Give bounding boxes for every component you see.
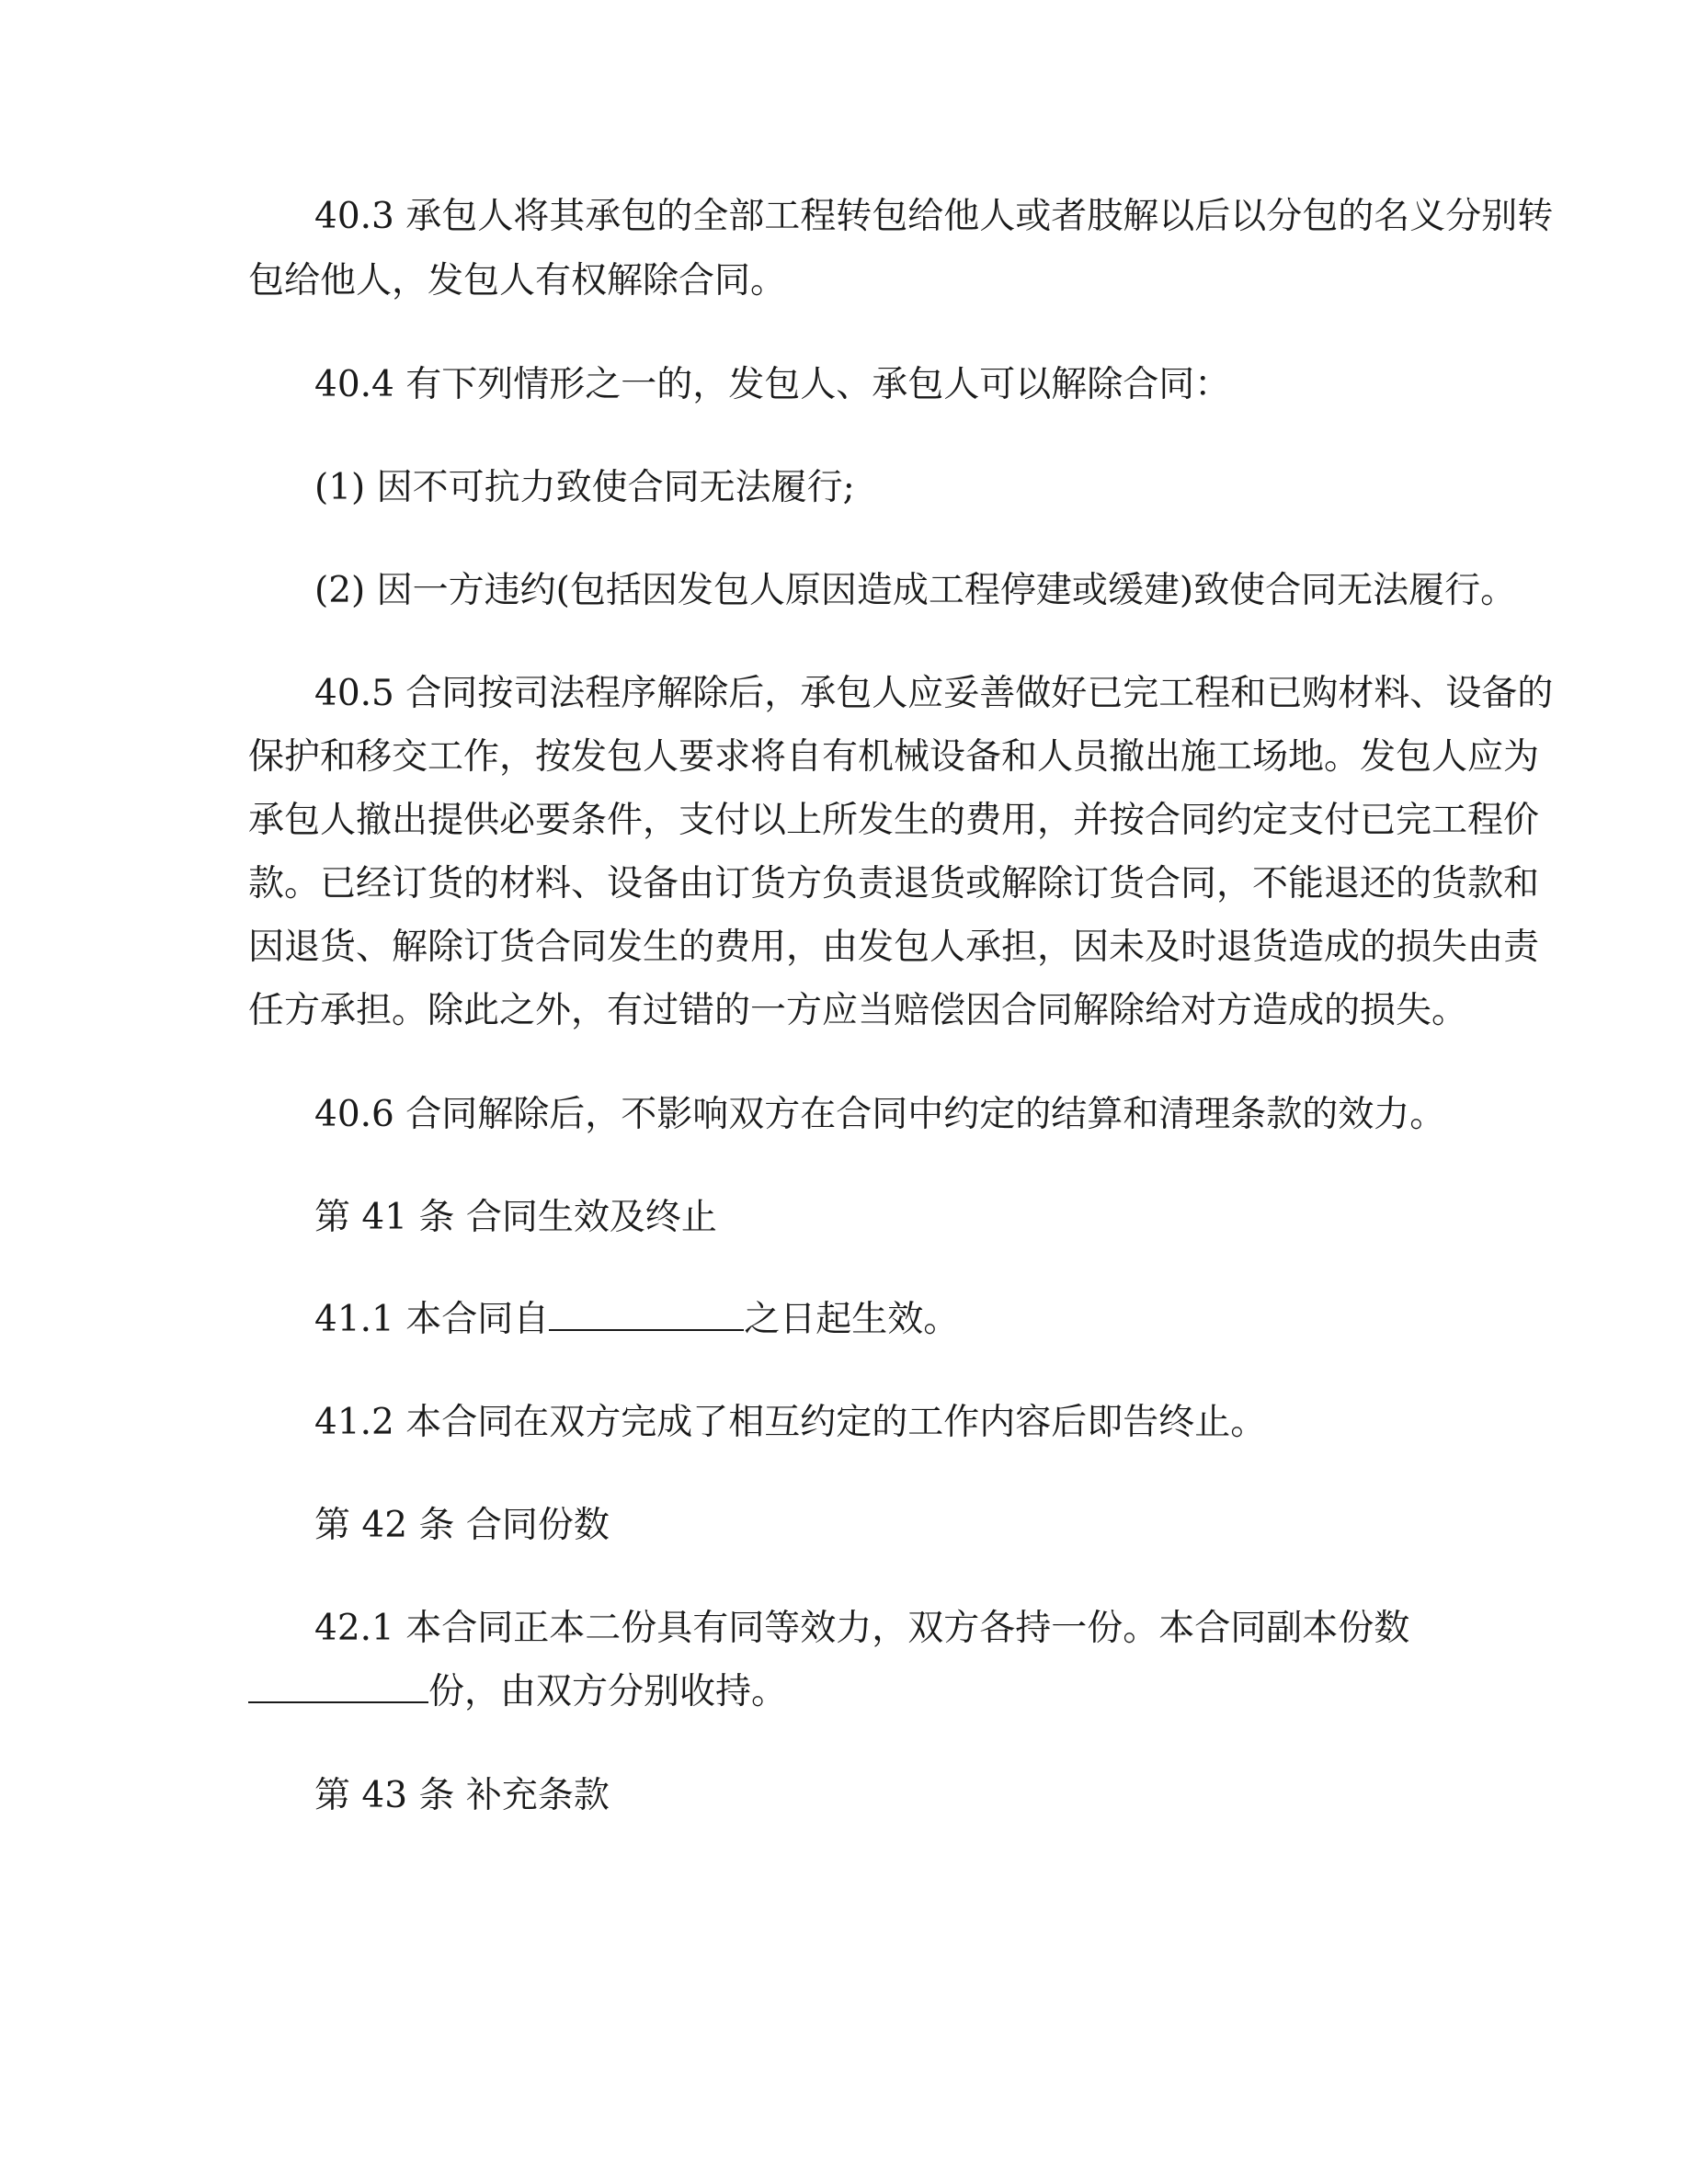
article-42-heading: 第 42 条 合同份数: [314, 1505, 610, 1546]
article-41-heading: 第 41 条 合同生效及终止: [314, 1197, 717, 1238]
clause-40-5-line-3: 承包人撤出提供必要条件，支付以上所发生的费用，并按合同约定支付已完工程价: [248, 800, 1540, 841]
clause-40-5-line-4: 款。已经订货的材料、设备由订货方负责退货或解除订货合同，不能退还的货款和: [248, 863, 1540, 904]
clause-40-3-line-2: 包给他人，发包人有权解除合同。: [248, 260, 787, 301]
clause-40-3-line-1: 40.3 承包人将其承包的全部工程转包给他人或者肢解以后以分包的名义分别转: [314, 196, 1554, 237]
clause-41-1-text-after: 之日起生效。: [744, 1299, 960, 1340]
clause-42-1-line-1: 42.1 本合同正本二份具有同等效力，双方各持一份。本合同副本份数: [314, 1608, 1410, 1649]
clause-40-5-line-6: 任方承担。除此之外，有过错的一方应当赔偿因合同解除给对方造成的损失。: [248, 990, 1468, 1031]
clause-41-2: 41.2 本合同在双方完成了相互约定的工作内容后即告终止。: [314, 1402, 1267, 1443]
clause-40-4: 40.4 有下列情形之一的，发包人、承包人可以解除合同：: [314, 364, 1231, 405]
clause-40-5-line-1: 40.5 合同按司法程序解除后，承包人应妥善做好已完工程和已购材料、设备的: [314, 673, 1554, 714]
clause-42-1-text-after: 份，由双方分别收持。: [428, 1671, 788, 1712]
clause-42-1-line-2: [248, 1660, 1443, 1724]
clause-40-6: 40.6 合同解除后，不影响双方在合同中约定的结算和清理条款的效力。: [314, 1094, 1446, 1135]
clause-40-5-line-5: 因退货、解除订货合同发生的费用，由发包人承担，因未及时退货造成的损失由责: [248, 927, 1540, 968]
clause-40-4-item-1: (1) 因不可抗力致使合同无法履行;: [314, 467, 855, 508]
clause-41-1-text-before: 41.1 本合同自: [314, 1299, 550, 1340]
clause-41-1: [314, 1288, 1510, 1352]
clause-40-4-item-2: (2) 因一方违约(包括因发包人原因造成工程停建或缓建)致使合同无法履行。: [314, 570, 1517, 611]
effective-date-blank: [549, 1291, 744, 1331]
clause-40-5-line-2: 保护和移交工作，按发包人要求将自有机械设备和人员撤出施工场地。发包人应为: [248, 736, 1540, 778]
article-43-heading: 第 43 条 补充条款: [314, 1775, 610, 1816]
copy-count-blank: [248, 1663, 428, 1703]
